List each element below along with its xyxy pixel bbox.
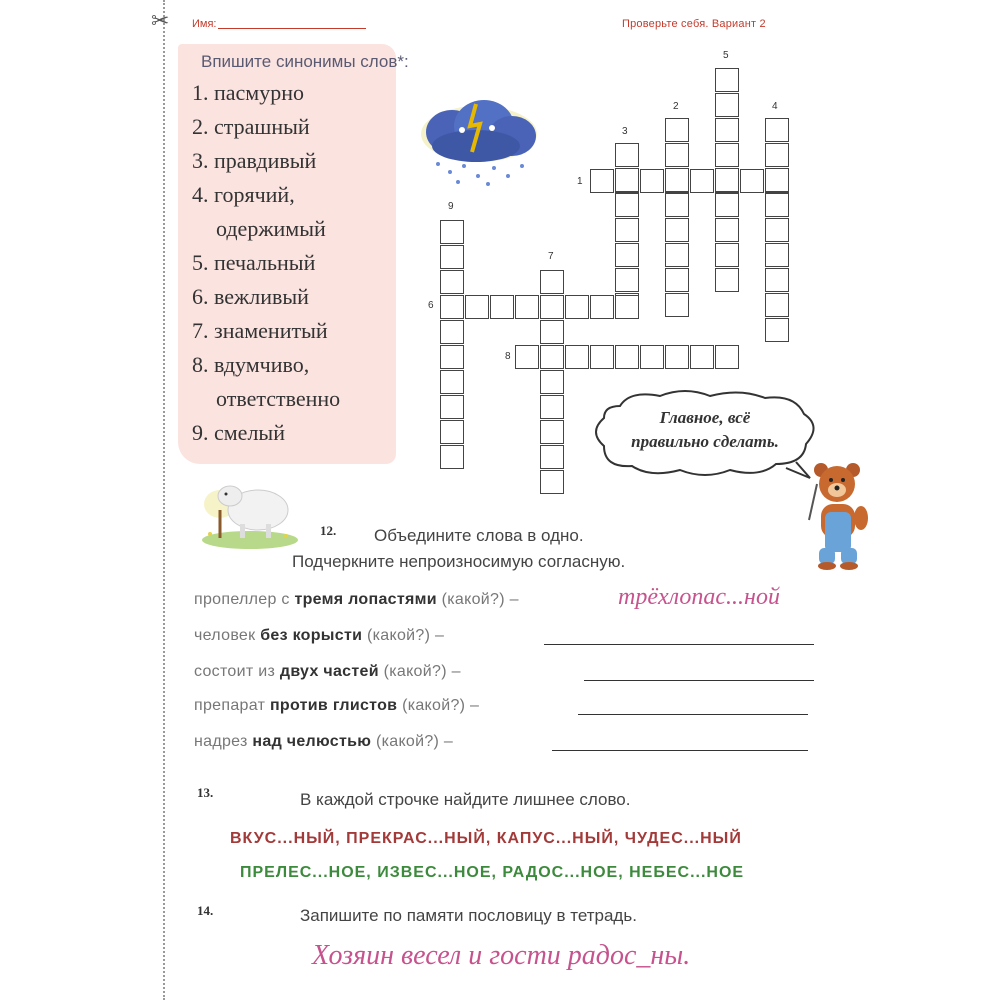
task12-row-2	[194, 627, 444, 645]
crossword-cell[interactable]	[440, 245, 464, 269]
crossword-cell[interactable]	[665, 218, 689, 242]
bubble-line-2: правильно сделать.	[631, 432, 779, 451]
crossword-cell[interactable]	[765, 143, 789, 167]
crossword-cell[interactable]	[540, 370, 564, 394]
crossword-number-5: 5	[723, 50, 729, 61]
crossword-cell[interactable]	[615, 143, 639, 167]
crossword-cell[interactable]	[765, 218, 789, 242]
name-label: Имя:	[192, 18, 217, 30]
crossword-cell[interactable]	[540, 395, 564, 419]
crossword-cell[interactable]	[665, 293, 689, 317]
task13-row-2: ПРЕЛЕС...НОЕ, ИЗВЕС...НОЕ, РАДОС...НОЕ, НЕБЕС...НОЕ	[240, 864, 745, 881]
task14-title: Запишите по памяти пословицу в тетрадь.	[300, 906, 637, 925]
crossword-cell[interactable]	[665, 143, 689, 167]
list-item: 3. правдивый	[192, 148, 317, 173]
list-item: 7. знаменитый	[192, 318, 328, 343]
crossword-cell[interactable]	[615, 268, 639, 292]
crossword-number-8: 8	[505, 351, 511, 362]
list-item: ответственно	[216, 386, 341, 411]
crossword-cell[interactable]	[715, 93, 739, 117]
crossword-number-2: 2	[673, 101, 679, 112]
crossword-cell[interactable]	[615, 168, 639, 192]
row-prefix: состоит из	[194, 663, 280, 680]
crossword-cell[interactable]	[615, 218, 639, 242]
crossword-cell[interactable]	[765, 168, 789, 192]
crossword-cell[interactable]	[765, 268, 789, 292]
row-prefix: человек	[194, 627, 261, 644]
crossword-cell[interactable]	[540, 320, 564, 344]
crossword-cell[interactable]	[540, 345, 564, 369]
list-item: 5. печальный	[192, 250, 316, 275]
answer-line-3[interactable]	[584, 680, 814, 681]
crossword-cell[interactable]	[765, 293, 789, 317]
crossword-cell[interactable]	[540, 270, 564, 294]
row-prefix: препарат	[194, 697, 270, 714]
name-field[interactable]	[218, 28, 366, 29]
crossword-cell[interactable]	[540, 295, 564, 319]
crossword-cell[interactable]	[615, 193, 639, 217]
crossword-cell[interactable]	[640, 169, 664, 193]
crossword-cell[interactable]	[565, 295, 589, 319]
bubble-line-1: Главное, всё	[659, 408, 751, 427]
list-item: 1. пасмурно	[192, 80, 304, 105]
row-suffix: (какой?) –	[371, 733, 454, 750]
crossword-cell[interactable]	[440, 320, 464, 344]
crossword-cell[interactable]	[465, 295, 489, 319]
list-item: 2. страшный	[192, 114, 310, 139]
task12-number: 12.	[320, 523, 337, 538]
row-suffix: (какой?) –	[436, 591, 519, 608]
task11-title: Впишите синонимы слов*:	[201, 52, 409, 71]
crossword-cell[interactable]	[640, 345, 664, 369]
crossword-cell[interactable]	[715, 118, 739, 142]
crossword-number-9: 9	[448, 201, 454, 212]
crossword-cell[interactable]	[715, 143, 739, 167]
list-item: 4. горячий,	[192, 182, 295, 207]
bubble-text	[600, 406, 810, 454]
row-phrase: двух частей	[279, 663, 379, 680]
sheep-icon	[200, 474, 300, 550]
crossword-cell[interactable]	[515, 345, 539, 369]
task13-row-1: ВКУС...НЫЙ, ПРЕКРАС...НЫЙ, КАПУС...НЫЙ, ЧУДЕС...НЫЙ	[230, 830, 742, 847]
crossword-cell[interactable]	[715, 193, 739, 217]
crossword-cell[interactable]	[765, 318, 789, 342]
answer-line-5[interactable]	[552, 750, 808, 751]
crossword-number-6: 6	[428, 300, 434, 311]
row-prefix: надрез	[194, 733, 253, 750]
crossword-cell[interactable]	[540, 420, 564, 444]
task12-answer-1: трёхлопас...ной	[618, 584, 780, 610]
crossword-cell[interactable]	[540, 470, 564, 494]
crossword-cell[interactable]	[690, 169, 714, 193]
crossword-cell[interactable]	[765, 193, 789, 217]
crossword-cell[interactable]	[565, 345, 589, 369]
crossword-cell[interactable]	[590, 345, 614, 369]
list-item: 9. смелый	[192, 420, 285, 445]
task12-row-3	[194, 663, 461, 681]
crossword-number-1: 1	[577, 176, 583, 187]
crossword-cell[interactable]	[715, 345, 739, 369]
crossword-cell[interactable]	[765, 243, 789, 267]
crossword-cell[interactable]	[665, 243, 689, 267]
crossword-cell[interactable]	[665, 268, 689, 292]
task13-title: В каждой строчке найдите лишнее слово.	[300, 790, 631, 809]
crossword-cell[interactable]	[740, 169, 764, 193]
task13-number: 13.	[197, 785, 214, 800]
crossword-cell[interactable]	[440, 270, 464, 294]
crossword-cell[interactable]	[615, 345, 639, 369]
crossword-cell[interactable]	[440, 295, 464, 319]
bear-icon	[805, 460, 875, 570]
row-prefix: пропеллер с	[194, 591, 295, 608]
crossword-cell[interactable]	[715, 243, 739, 267]
crossword-cell[interactable]	[490, 295, 514, 319]
variant-title: Проверьте себя. Вариант 2	[622, 18, 766, 30]
row-suffix: (какой?) –	[397, 697, 480, 714]
crossword-cell[interactable]	[665, 193, 689, 217]
task12-row-5	[194, 733, 453, 751]
crossword-cell[interactable]	[440, 220, 464, 244]
crossword-cell[interactable]	[665, 345, 689, 369]
list-item: 8. вдумчиво,	[192, 352, 310, 377]
list-item: одержимый	[216, 216, 326, 241]
list-item: 6. вежливый	[192, 284, 309, 309]
crossword-cell[interactable]	[540, 445, 564, 469]
crossword-number-4: 4	[772, 101, 778, 112]
crossword-cell[interactable]	[590, 295, 614, 319]
crossword-cell[interactable]	[440, 445, 464, 469]
crossword-cell[interactable]	[665, 168, 689, 192]
crossword-cell[interactable]	[715, 268, 739, 292]
crossword-cell[interactable]	[715, 68, 739, 92]
crossword-cell[interactable]	[615, 243, 639, 267]
task12-subtitle: Подчеркните непроизносимую согласную.	[292, 552, 626, 571]
cut-line	[163, 0, 165, 1000]
answer-line-2[interactable]	[544, 644, 814, 645]
row-suffix: (какой?) –	[378, 663, 461, 680]
crossword-cell[interactable]	[765, 118, 789, 142]
task12-row-4	[194, 697, 479, 715]
task12-row-1	[194, 591, 519, 609]
crossword-cell[interactable]	[590, 169, 614, 193]
crossword-cell[interactable]	[615, 295, 639, 319]
crossword-number-3: 3	[622, 126, 628, 137]
crossword-cell[interactable]	[715, 168, 739, 192]
task14-number: 14.	[197, 903, 214, 918]
crossword-cell[interactable]	[690, 345, 714, 369]
row-phrase: тремя лопастями	[294, 591, 437, 608]
storm-cloud-icon	[414, 96, 544, 188]
crossword-cell[interactable]	[440, 370, 464, 394]
crossword-cell[interactable]	[515, 295, 539, 319]
crossword-cell[interactable]	[440, 395, 464, 419]
row-phrase: без корысти	[260, 627, 363, 644]
crossword-cell[interactable]	[665, 118, 689, 142]
crossword-number-7: 7	[548, 251, 554, 262]
task14-proverb: Хозяин весел и гости радос_ны.	[312, 940, 691, 971]
row-suffix: (какой?) –	[362, 627, 445, 644]
task12-title: Объедините слова в одно.	[374, 526, 584, 545]
row-phrase: над челюстью	[252, 733, 372, 750]
row-phrase: против глистов	[269, 697, 398, 714]
scissors-icon: ✂	[151, 8, 170, 33]
crossword-cell[interactable]	[440, 345, 464, 369]
crossword-cell[interactable]	[715, 218, 739, 242]
answer-line-4[interactable]	[578, 714, 808, 715]
crossword-cell[interactable]	[440, 420, 464, 444]
